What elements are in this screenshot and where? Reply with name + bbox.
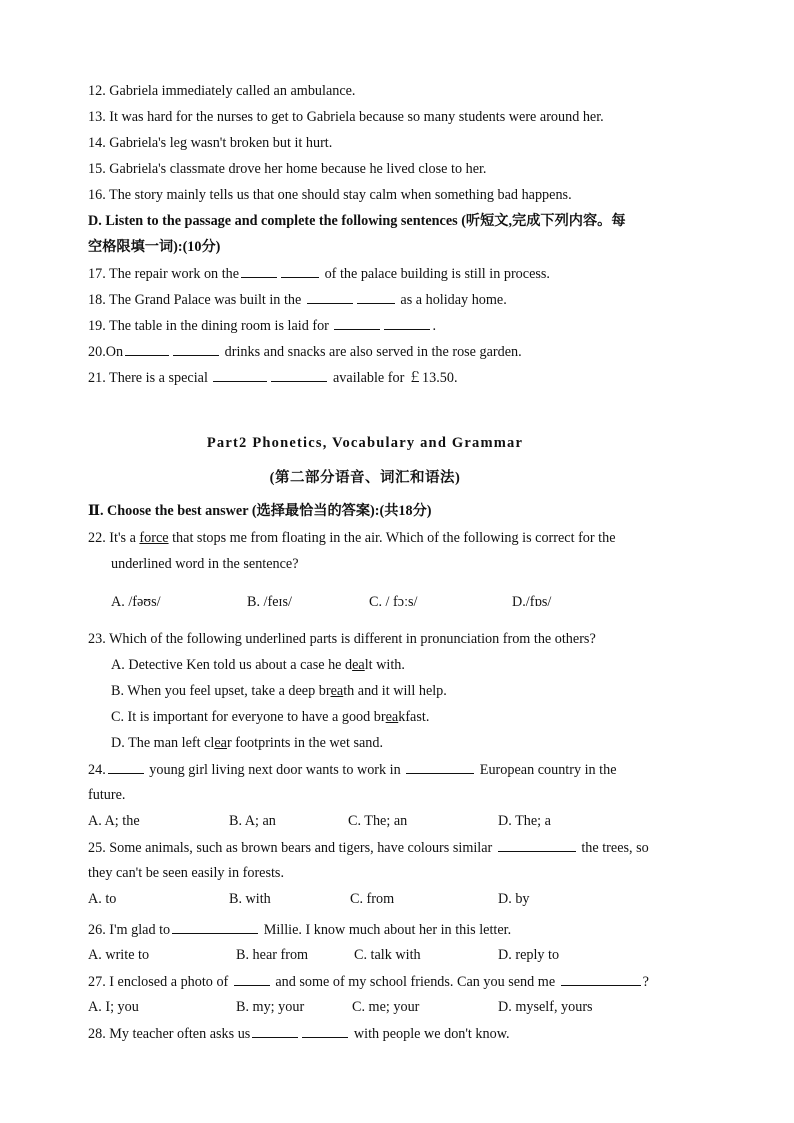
option-c[interactable]: C. me; your: [352, 999, 420, 1015]
question-16: 16. The story mainly tells us that one should stay calm when something bad happens.: [88, 187, 572, 203]
option-c[interactable]: [111, 708, 429, 726]
q23-c-pre: C. It is important for everyone to have a good br: [111, 709, 386, 725]
answer-blank[interactable]: [125, 342, 169, 356]
answer-blank[interactable]: [213, 368, 267, 382]
answer-blank[interactable]: [498, 838, 576, 852]
question-15: 15. Gabriela's classmate drove her home because he lived close to her.: [88, 161, 487, 177]
answer-blank[interactable]: [384, 316, 430, 330]
answer-blank[interactable]: [406, 760, 474, 774]
part2-title: Part2 Phonetics, Vocabulary and Grammar: [206, 435, 524, 451]
option-d[interactable]: D. by: [498, 891, 530, 907]
question-22: [88, 529, 616, 547]
question-28: [88, 1024, 510, 1043]
q23-a-post: lt with.: [364, 657, 405, 673]
q22-underlined-word: force: [139, 530, 169, 546]
answer-blank[interactable]: [241, 264, 277, 278]
section-d-heading: D. Listen to the passage and complete the following sentences (听短文,完成下列内容。每: [88, 213, 626, 229]
option-d[interactable]: D. reply to: [498, 947, 560, 963]
option-b[interactable]: [111, 682, 447, 700]
q27-text-pre: 27. I enclosed a photo of: [88, 974, 229, 990]
q21-text-post: available for ￡13.50.: [333, 370, 458, 386]
q23-b-pre: B. When you feel upset, take a deep br: [111, 683, 331, 699]
q19-text-pre: 19. The table in the dining room is laid for: [88, 318, 329, 334]
question-13: 13. It was hard for the nurses to get to Gabriela because so many students were around her.: [88, 109, 604, 125]
answer-blank[interactable]: [252, 1024, 298, 1038]
question-24-cont: future.: [88, 787, 126, 803]
question-12: 12. Gabriela immediately called an ambulance.: [88, 83, 356, 99]
option-d[interactable]: [111, 734, 383, 752]
q23-d-pre: D. The man left cl: [111, 735, 215, 751]
q18-text-pre: 18. The Grand Palace was built in the: [88, 292, 302, 308]
option-d[interactable]: D. The; a: [498, 813, 551, 829]
section-ii-heading-en: Ⅱ. Choose the best answer: [88, 503, 249, 519]
option-b[interactable]: B. /feɪs/: [247, 594, 292, 610]
option-a[interactable]: A. I; you: [88, 999, 139, 1015]
q24-text-pre: 24.: [88, 762, 106, 778]
q25-text-pre: 25. Some animals, such as brown bears and tigers, have colours similar: [88, 840, 493, 856]
option-d[interactable]: D./fɒs/: [512, 594, 552, 610]
q20-text-post: drinks and snacks are also served in the rose garden.: [224, 344, 522, 360]
q24-text-post: European country in the: [479, 762, 617, 778]
question-19: [88, 316, 436, 335]
option-c[interactable]: C. / fɔːs/: [369, 594, 418, 610]
q23-d-underlined: ea: [214, 735, 227, 751]
option-b[interactable]: B. with: [229, 891, 271, 907]
section-d-heading-cont: 空格限填一词):(10分): [88, 239, 221, 255]
question-14: 14. Gabriela's leg wasn't broken but it hurt.: [88, 135, 333, 151]
option-a[interactable]: A. write to: [88, 947, 150, 963]
answer-blank[interactable]: [302, 1024, 348, 1038]
option-c[interactable]: C. from: [350, 891, 395, 907]
option-b[interactable]: B. my; your: [236, 999, 305, 1015]
question-20: [88, 342, 522, 361]
q23-b-underlined: ea: [330, 683, 344, 699]
q22-options: [111, 593, 751, 611]
question-18: [88, 290, 507, 309]
q27-options: [88, 998, 728, 1016]
question-26: [88, 920, 511, 939]
q23-d-post: r footprints in the wet sand.: [226, 735, 384, 751]
answer-blank[interactable]: [281, 264, 319, 278]
question-23: 23. Which of the following underlined parts is different in pronunciation from the others?: [88, 631, 596, 647]
question-22-cont: underlined word in the sentence?: [111, 556, 299, 572]
question-17: [88, 264, 550, 283]
option-c[interactable]: C. talk with: [354, 947, 421, 963]
part2-subtitle: (第二部分语音、词汇和语法): [269, 470, 461, 486]
q26-options: [88, 946, 728, 964]
option-c[interactable]: C. The; an: [348, 813, 408, 829]
q23-a-pre: A. Detective Ken told us about a case he d: [111, 657, 353, 673]
section-ii-heading: [88, 502, 432, 520]
section-ii-heading-cn: (选择最恰当的答案):(共18分): [251, 503, 432, 519]
q23-b-post: th and it will help.: [343, 683, 447, 699]
option-b[interactable]: B. A; an: [229, 813, 276, 829]
q23-c-underlined: ea: [385, 709, 399, 725]
option-a[interactable]: A. /fəʊs/: [111, 594, 161, 610]
question-21: [88, 368, 458, 387]
q17-text-pre: 17. The repair work on the: [88, 266, 240, 282]
question-27: [88, 972, 649, 991]
q23-c-post: kfast.: [398, 709, 430, 725]
answer-blank[interactable]: [271, 368, 327, 382]
answer-blank[interactable]: [307, 290, 353, 304]
question-24: [88, 760, 617, 779]
q21-text-pre: 21. There is a special: [88, 370, 208, 386]
q20-text-pre: 20.On: [88, 344, 124, 360]
option-a[interactable]: [111, 656, 405, 674]
q28-text-post: with people we don't know.: [353, 1026, 510, 1042]
option-b[interactable]: B. hear from: [236, 947, 309, 963]
answer-blank[interactable]: [334, 316, 380, 330]
q28-text-pre: 28. My teacher often asks us: [88, 1026, 251, 1042]
answer-blank[interactable]: [108, 760, 144, 774]
answer-blank[interactable]: [357, 290, 395, 304]
q24-options: [88, 812, 728, 830]
answer-blank[interactable]: [234, 972, 270, 986]
option-d[interactable]: D. myself, yours: [498, 999, 593, 1015]
q26-text-pre: 26. I'm glad to: [88, 922, 171, 938]
q17-text-post: of the palace building is still in process.: [324, 266, 550, 282]
answer-blank[interactable]: [561, 972, 641, 986]
q26-text-post: Millie. I know much about her in this letter.: [263, 922, 512, 938]
question-25-cont: they can't be seen easily in forests.: [88, 865, 284, 881]
answer-blank[interactable]: [172, 920, 258, 934]
q24-text-mid: young girl living next door wants to work in: [149, 762, 401, 778]
q23-a-underlined: ea: [352, 657, 365, 673]
q27-text-post: ?: [642, 974, 649, 990]
answer-blank[interactable]: [173, 342, 219, 356]
q22-text-post: that stops me from floating in the air. Which of the following is correct for the: [168, 530, 616, 546]
q25-text-post: the trees, so: [581, 840, 649, 856]
q19-text-post: .: [432, 318, 436, 334]
q22-text-pre: 22. It's a: [88, 530, 140, 546]
q25-options: [88, 890, 728, 908]
option-a[interactable]: A. to: [88, 891, 117, 907]
option-a[interactable]: A. A; the: [88, 813, 140, 829]
question-25: [88, 838, 649, 857]
q18-text-post: as a holiday home.: [400, 292, 507, 308]
q27-text-mid: and some of my school friends. Can you send me: [275, 974, 556, 990]
